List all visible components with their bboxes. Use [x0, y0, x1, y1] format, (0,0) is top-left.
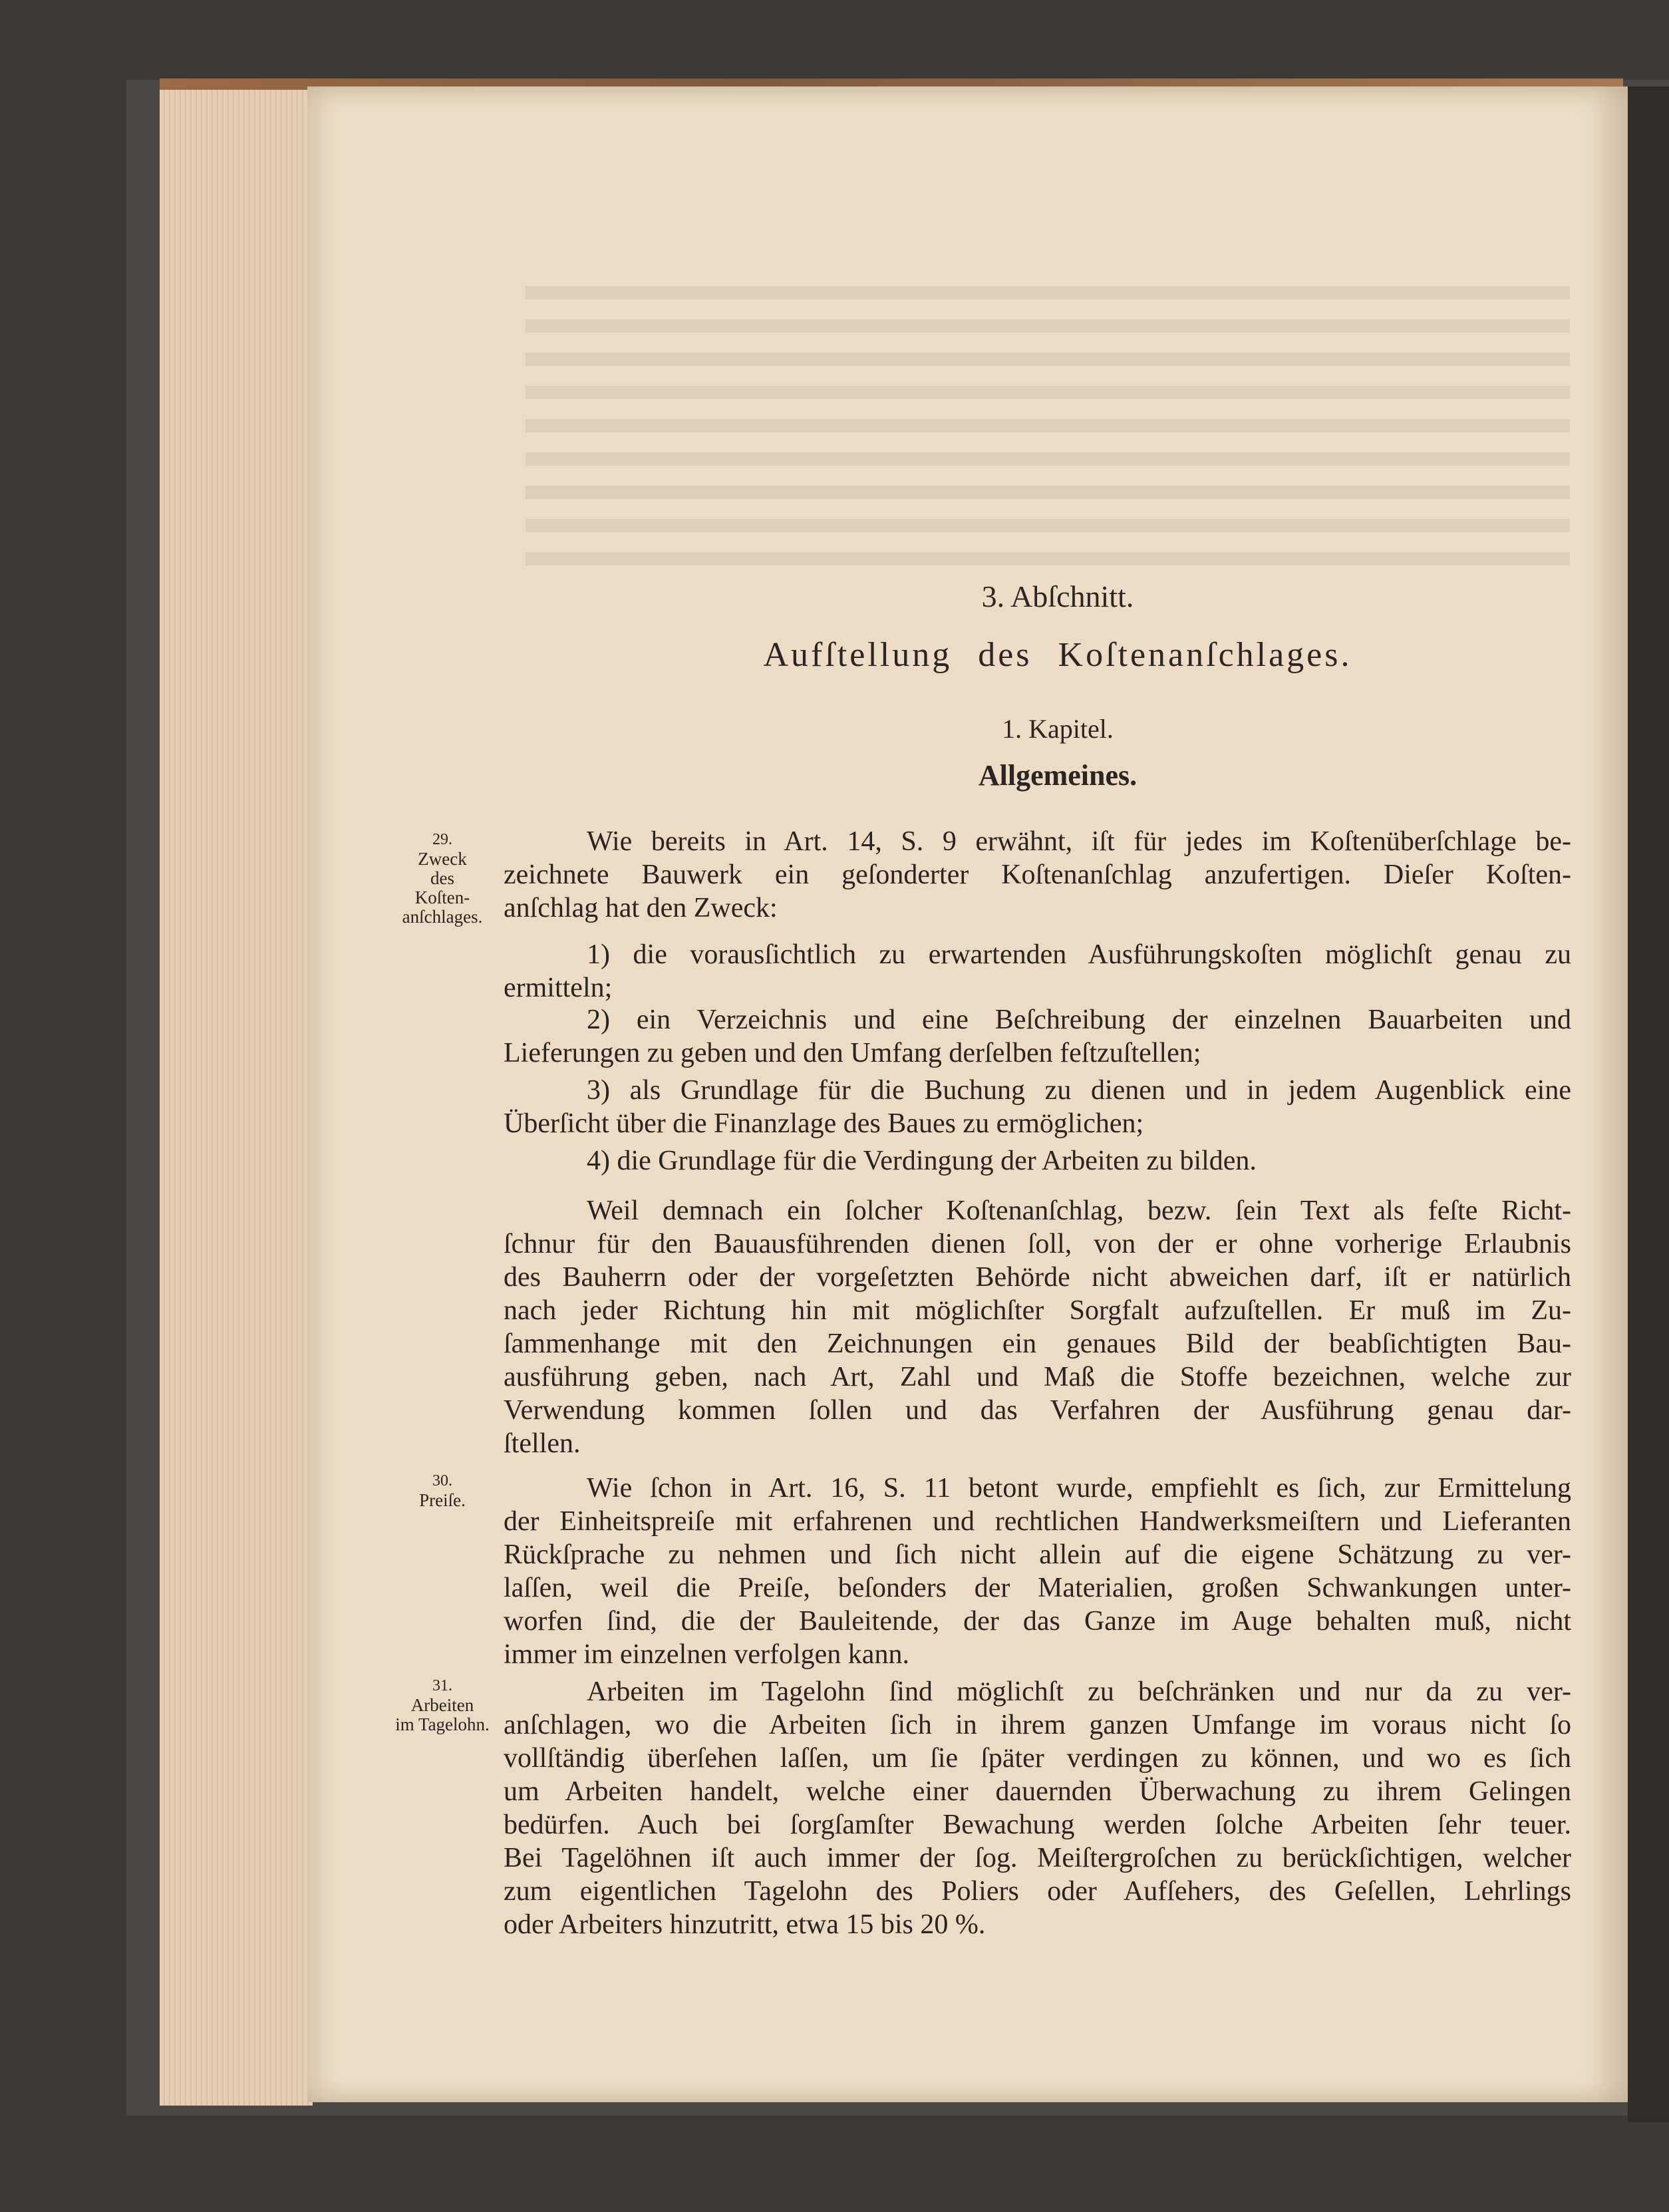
text-line: 4) die Grundlage für die Verdingung der Arbeiten zu bilden. [587, 1146, 1257, 1176]
margin-note-30 [379, 1472, 506, 1510]
text-line: Lieferungen zu geben und den Umfang derſelben feſtzuſtellen; [504, 1038, 1201, 1068]
list-item-1 [504, 938, 1571, 1005]
margin-note-line: Preiſe. [419, 1490, 466, 1510]
paragraph-prices [504, 1472, 1571, 1671]
text-line: 3) als Grundlage für die Buchung zu dienen und in jedem Augenblick eine [587, 1075, 1571, 1106]
text-line: zum eigentlichen Tagelohn des Poliers oder Aufſehers, des Geſellen, Lehrlings [504, 1876, 1571, 1907]
text-line: bedürfen. Auch bei ſorgſamſter Bewachung werden ſolche Arbeiten ſehr teuer. [504, 1810, 1571, 1840]
text-line: ſchnur für den Bauausführenden dienen ſoll, von der er ohne vorherige Erlaubnis [504, 1229, 1571, 1259]
text-line: zeichnete Bauwerk ein geſonderter Koſtenanſchlag anzufertigen. Dieſer Koſten- [504, 860, 1571, 890]
margin-note-line: im Tagelohn. [395, 1714, 490, 1734]
text-line: des Bauherrn oder der vorgeſetzten Behörde nicht abweichen darf, iſt er natürlich [504, 1262, 1571, 1293]
page-gutter-shadow [1628, 86, 1669, 2122]
page-stack-edges [160, 90, 313, 2106]
margin-note-number: 29. [432, 831, 452, 848]
margin-note-line: des [430, 868, 454, 888]
text-line: vollſtändig überſehen laſſen, um ſie ſpäter verdingen zu können, und wo es ſich [504, 1743, 1571, 1774]
margin-note-line: Zweck [418, 849, 467, 869]
text-line: Bei Tagelöhnen iſt auch immer der ſog. Meiſtergroſchen zu berückſichtigen, welcher [504, 1843, 1571, 1873]
text-line: worfen ſind, die der Bauleitende, der das Ganze im Auge behalten muß, nicht [504, 1606, 1571, 1637]
margin-note-line: anſchlages. [402, 907, 483, 927]
list-item-3 [504, 1074, 1571, 1140]
text-line: um Arbeiten handelt, welche einer dauernden Überwachung zu ihrem Gelingen [504, 1776, 1571, 1807]
text-line: 2) ein Verzeichnis und eine Beſchreibung der einzelnen Bauarbeiten und [587, 1005, 1571, 1035]
list-item-4 [504, 1144, 1571, 1178]
text-line: immer im einzelnen verfolgen kann. [504, 1639, 909, 1670]
bleed-through-text [526, 286, 1570, 565]
paragraph-intro [504, 825, 1571, 925]
text-line: oder Arbeiters hinzutritt, etwa 15 bis 20 %. [504, 1909, 986, 1940]
margin-note-31 [379, 1676, 506, 1734]
text-line: der Einheitspreiſe mit erfahrenen und rechtlichen Handwerksmeiſtern und Lieferanten [504, 1506, 1571, 1537]
text-line: ſtellen. [504, 1428, 581, 1459]
text-line: Arbeiten im Tagelohn ſind möglichſt zu beſchränken und nur da zu ver- [587, 1676, 1571, 1707]
text-line: Weil demnach ein ſolcher Koſtenanſchlag, bezw. ſein Text als feſte Richt- [587, 1195, 1571, 1226]
paragraph-purpose [504, 1194, 1571, 1460]
text-line: Überſicht über die Finanzlage des Baues zu ermöglichen; [504, 1108, 1144, 1139]
text-line: Wie ſchon in Art. 16, S. 11 betont wurde, empfiehlt es ſich, zur Ermittelung [587, 1473, 1571, 1503]
text-line: anſchlagen, wo die Arbeiten ſich in ihrem ganzen Umfange im voraus nicht ſo [504, 1710, 1571, 1740]
text-line: ermitteln; [504, 973, 613, 1003]
section-title: Aufſtellung des Koſtenanſchlages. [763, 636, 1352, 674]
text-line: Verwendung kommen ſollen und das Verfahren der Ausführung genau dar- [504, 1395, 1571, 1426]
text-line: Rückſprache zu nehmen und ſich nicht allein auf die eigene Schätzung zu ver- [504, 1539, 1571, 1570]
margin-note-number: 30. [432, 1472, 452, 1490]
text-line: nach jeder Richtung hin mit möglichſter Sorgfalt aufzuſtellen. Er muß im Zu- [504, 1295, 1571, 1326]
margin-note-number: 31. [432, 1677, 452, 1694]
text-line: 1) die vorausſichtlich zu erwartenden Ausführungskoſten möglichſt genau zu [587, 939, 1571, 970]
chapter-heading: 1. Kapitel. [1002, 714, 1114, 744]
margin-note-line: Koſten- [414, 887, 470, 907]
text-line: ſammenhange mit den Zeichnungen ein genaues Bild der beabſichtigten Bau- [504, 1329, 1571, 1359]
margin-note-29 [379, 830, 506, 927]
text-line: Wie bereits in Art. 14, S. 9 erwähnt, iſt für jedes im Koſtenüberſchlage be- [587, 826, 1571, 857]
chapter-title: Allgemeines. [978, 759, 1138, 792]
section-heading: 3. Abſchnitt. [981, 579, 1134, 613]
text-line: anſchlag hat den Zweck: [504, 893, 778, 923]
text-line: ausführung geben, nach Art, Zahl und Maß die Stoffe bezeichnen, welche zur [504, 1362, 1571, 1392]
list-item-2 [504, 1003, 1571, 1070]
margin-note-line: Arbeiten [410, 1695, 474, 1715]
paragraph-day-labor [504, 1675, 1571, 1941]
text-line: laſſen, weil die Preiſe, beſonders der Materialien, großen Schwankungen unter- [504, 1573, 1571, 1603]
